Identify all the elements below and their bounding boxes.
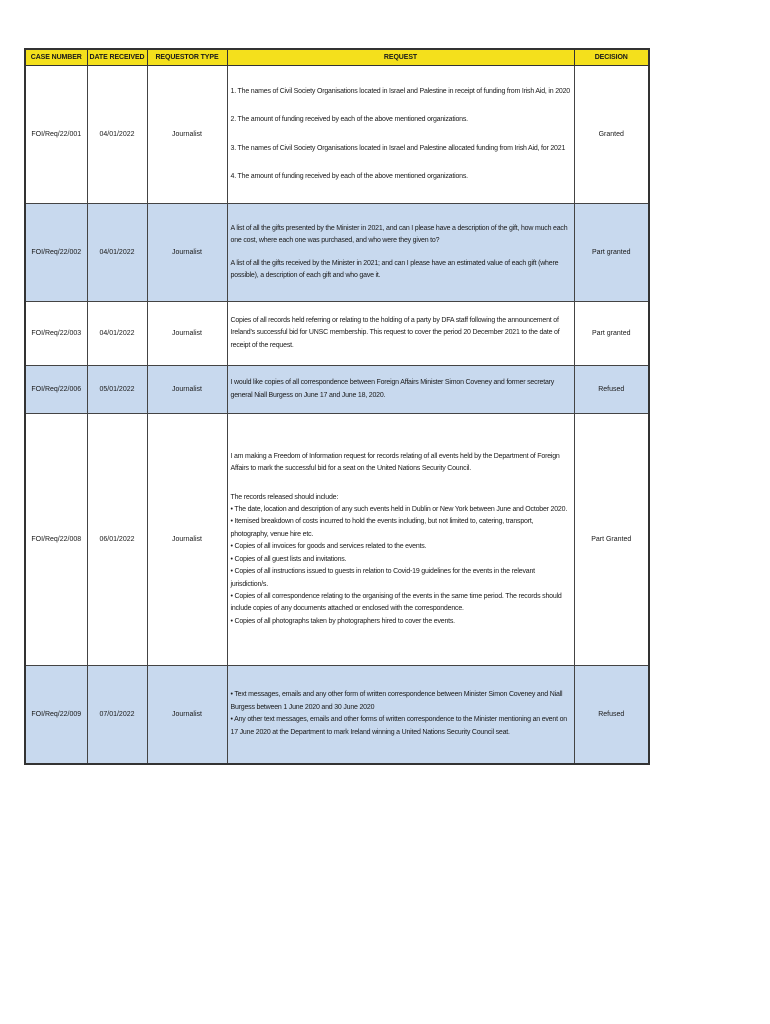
decision-cell: Part granted (574, 302, 649, 366)
table-row (25, 204, 649, 302)
request-bullet: • Copies of all guest lists and invitations. (230, 555, 347, 563)
request-paragraph: Copies of all records held referring or relating to the holding of a party by DFA staff following the announcement of Ireland's successful bid for UNSC membership. This request to cover the period 20 December 2021 to the date of receipt of the request. (230, 316, 560, 349)
request-bullet: • Any other text messages, emails and other forms of written correspondence to the Minister mentioning an event on 17 June 2020 at the Department to mark Ireland winning a United Nations Security Council seat. (230, 716, 567, 736)
date-received-cell: 07/01/2022 (87, 666, 147, 764)
case-number-cell: FOI/Req/22/003 (25, 302, 87, 366)
date-received-cell: 05/01/2022 (87, 366, 147, 414)
foi-request-table (24, 48, 650, 765)
requestor-type-cell: Journalist (147, 414, 227, 666)
decision-cell: Part Granted (574, 414, 649, 666)
request-paragraph: The records released should include: (230, 493, 339, 501)
request-cell (227, 204, 574, 302)
request-cell (227, 66, 574, 204)
request-bullet: • Itemised breakdown of costs incurred to hold the events including, but not limited to, catering, transport, photography, venue hire etc. (230, 518, 534, 538)
foi-log-sheet (24, 48, 648, 765)
request-bullet: • Copies of all correspondence relating to the organising of the events in the same time period. The records should include copies of any documents attached or enclosed with the correspondence. (230, 592, 562, 613)
header-case-number: CASE NUMBER (25, 49, 87, 66)
header-date-received: DATE RECEIVED (87, 49, 147, 66)
table-row (25, 302, 649, 366)
case-number-cell: FOI/Req/22/008 (25, 414, 87, 666)
table-row (25, 66, 649, 204)
request-paragraph: 3. The names of Civil Society Organisations located in Israel and Palestine allocated funding from Irish Aid, for 2021 (230, 144, 566, 152)
request-paragraph: 4. The amount of funding received by each of the above mentioned organizations. (230, 172, 468, 180)
request-bullet: • Copies of all invoices for goods and services related to the events. (230, 543, 427, 551)
requestor-type-cell: Journalist (147, 302, 227, 366)
request-paragraph: 2. The amount of funding received by each of the above mentioned organizations. (230, 116, 468, 124)
date-received-cell: 04/01/2022 (87, 204, 147, 302)
decision-cell: Granted (574, 66, 649, 204)
request-cell (227, 666, 574, 764)
request-bullet: • Text messages, emails and any other form of written correspondence between Minister Simon Coveney and Niall Burgess between 1 June 2020 and 30 June 2020 (230, 691, 563, 711)
decision-cell: Refused (574, 366, 649, 414)
decision-cell: Refused (574, 666, 649, 764)
request-bullet: • Copies of all instructions issued to guests in relation to Covid-19 guidelines for the events in the relevant jurisdiction/s. (230, 568, 535, 588)
case-number-cell: FOI/Req/22/006 (25, 366, 87, 414)
header-request: REQUEST (227, 49, 574, 66)
table-row (25, 666, 649, 764)
date-received-cell: 06/01/2022 (87, 414, 147, 666)
request-paragraph: I would like copies of all correspondence between Foreign Affairs Minister Simon Coveney and former secretary general Niall Burgess on June 17 and June 18, 2020. (230, 379, 555, 399)
header-decision: DECISION (574, 49, 649, 66)
header-requestor-type: REQUESTOR TYPE (147, 49, 227, 66)
request-paragraph: I am making a Freedom of Information request for records relating of all events held by the Department of Foreign Affairs to mark the successful bid for a seat on the United Nations Security Council. (230, 452, 560, 473)
header-row (25, 49, 649, 66)
request-paragraph: A list of all the gifts presented by the Minister in 2021, and can I please have a description of the gift, how much each one cost, where each one was purchased, and who were they given to? (230, 224, 568, 245)
table-row (25, 366, 649, 414)
date-received-cell: 04/01/2022 (87, 66, 147, 204)
case-number-cell: FOI/Req/22/002 (25, 204, 87, 302)
request-cell (227, 414, 574, 666)
decision-cell: Part granted (574, 204, 649, 302)
request-bullet: • The date, location and description of any such events held in Dublin or New York between June and October 2020. (230, 506, 568, 514)
case-number-cell: FOI/Req/22/009 (25, 666, 87, 764)
requestor-type-cell: Journalist (147, 366, 227, 414)
case-number-cell: FOI/Req/22/001 (25, 66, 87, 204)
request-cell (227, 366, 574, 414)
request-paragraph: A list of all the gifts received by the Minister in 2021; and can I please have an estimated value of each gift (where possible), a description of each gift and who gave it. (230, 259, 559, 279)
requestor-type-cell: Journalist (147, 66, 227, 204)
requestor-type-cell: Journalist (147, 204, 227, 302)
request-bullet: • Copies of all photographs taken by photographers hired to cover the events. (230, 617, 455, 625)
request-paragraph: 1. The names of Civil Society Organisations located in Israel and Palestine in receipt of funding from Irish Aid, in 2020 (230, 87, 570, 95)
date-received-cell: 04/01/2022 (87, 302, 147, 366)
table-row (25, 414, 649, 666)
request-cell (227, 302, 574, 366)
requestor-type-cell: Journalist (147, 666, 227, 764)
